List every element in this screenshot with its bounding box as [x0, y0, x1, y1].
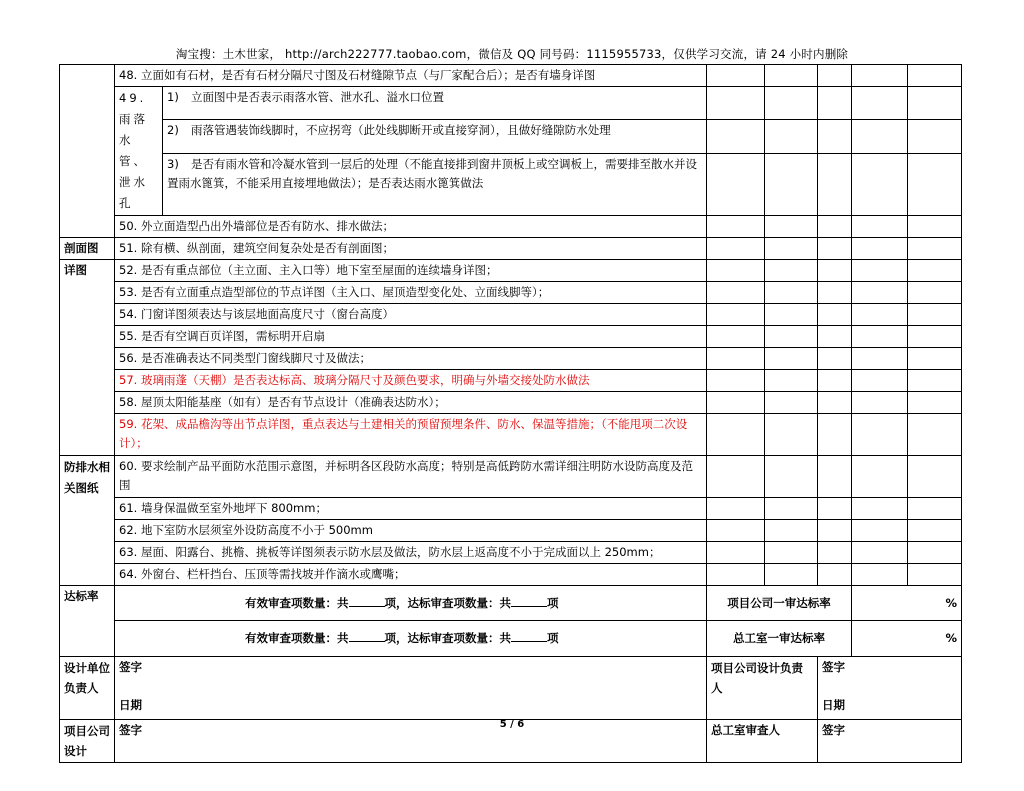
category-rate: 达标率	[60, 586, 115, 657]
check-cell[interactable]	[707, 304, 765, 326]
check-cell[interactable]	[818, 153, 852, 215]
checklist-item-49-1: 1) 立面图中是否表示雨落水管、泄水孔、溢水口位置	[163, 87, 707, 120]
table-row	[60, 238, 962, 260]
check-cell[interactable]	[908, 326, 962, 348]
table-row	[60, 542, 962, 564]
check-cell[interactable]	[818, 326, 852, 348]
check-cell[interactable]	[852, 414, 908, 456]
checklist-item-49-label: 49. 雨落水管、泄水孔	[115, 87, 163, 216]
check-cell[interactable]	[908, 370, 962, 392]
date-label: 日期	[119, 698, 142, 712]
table-row	[60, 282, 962, 304]
checklist-item-63: 63. 屋面、阳露台、挑檐、挑板等详图须表示防水层及做法，防水层上返高度不小于完成面以上 250mm；	[115, 542, 707, 564]
check-cell[interactable]	[852, 392, 908, 414]
sign-label: 签字	[822, 723, 846, 737]
check-cell[interactable]	[852, 153, 908, 215]
check-cell[interactable]	[707, 370, 765, 392]
check-cell[interactable]	[908, 542, 962, 564]
count-blank[interactable]	[349, 630, 385, 642]
check-cell[interactable]	[852, 216, 908, 238]
category-section: 剖面图	[60, 238, 115, 260]
check-cell[interactable]	[818, 282, 852, 304]
checklist-item-53: 53. 是否有立面重点造型部位的节点详图（主入口、屋顶造型变化处、立面线脚等）；	[115, 282, 707, 304]
table-row	[60, 348, 962, 370]
checklist-item-58: 58. 屋顶太阳能基座（如有）是否有节点设计（准确表达防水）；	[115, 392, 707, 414]
check-cell[interactable]	[707, 238, 765, 260]
project-design-head-label: 项目公司设计负责人	[707, 657, 818, 720]
document-header: 淘宝搜：土木世家， http://arch222777.taobao.com，微信及 QQ 同号码：1115955733，仅供学习交流，请 24 小时内删除	[175, 47, 849, 61]
check-cell[interactable]	[852, 520, 908, 542]
check-cell[interactable]	[765, 456, 818, 498]
category-detail: 详图	[60, 260, 115, 456]
rate-count-row-2: 有效审查项数量：共 项，达标审查项数量：共 项	[115, 621, 707, 657]
check-cell[interactable]	[852, 564, 908, 586]
check-cell[interactable]	[908, 498, 962, 520]
check-cell[interactable]	[852, 542, 908, 564]
check-cell[interactable]	[818, 238, 852, 260]
count-blank[interactable]	[511, 595, 547, 607]
checklist-item-50: 50. 外立面造型凸出外墙部位是否有防水、排水做法；	[115, 216, 707, 238]
table-row	[60, 370, 962, 392]
table-row	[60, 564, 962, 586]
sign-label: 签字	[119, 660, 142, 674]
page-number: 5 / 6	[499, 719, 525, 730]
check-cell[interactable]	[707, 153, 765, 215]
rate-count-row-1: 有效审查项数量：共 项，达标审查项数量：共 项	[115, 586, 707, 621]
check-cell[interactable]	[818, 87, 852, 120]
check-cell[interactable]	[707, 542, 765, 564]
check-cell[interactable]	[852, 498, 908, 520]
check-cell[interactable]	[818, 370, 852, 392]
check-cell[interactable]	[818, 392, 852, 414]
check-cell[interactable]	[818, 456, 852, 498]
check-cell[interactable]	[765, 153, 818, 215]
review-checklist-table	[59, 64, 962, 763]
check-cell[interactable]	[765, 326, 818, 348]
check-cell[interactable]	[852, 65, 908, 87]
check-cell[interactable]	[852, 456, 908, 498]
table-row	[60, 65, 962, 87]
chief-reviewer-label: 总工室审查人	[707, 720, 818, 763]
check-cell[interactable]	[908, 520, 962, 542]
check-cell[interactable]	[818, 304, 852, 326]
date-label: 日期	[822, 698, 846, 712]
check-cell[interactable]	[852, 120, 908, 153]
check-cell[interactable]	[707, 120, 765, 153]
checklist-item-60: 60. 要求绘制产品平面防水范围示意图，并标明各区段防水高度；特别是高低跨防水需详细注明防水设防高度及范围	[115, 456, 707, 498]
check-cell[interactable]	[908, 456, 962, 498]
check-cell[interactable]	[707, 348, 765, 370]
check-cell[interactable]	[852, 326, 908, 348]
sign-label: 签字	[119, 723, 142, 737]
check-cell[interactable]	[818, 216, 852, 238]
check-cell[interactable]	[765, 87, 818, 120]
table-row	[60, 520, 962, 542]
check-cell[interactable]	[818, 564, 852, 586]
check-cell[interactable]	[908, 564, 962, 586]
check-cell[interactable]	[765, 370, 818, 392]
check-cell[interactable]	[852, 282, 908, 304]
designer-sign-cell[interactable]	[115, 657, 707, 720]
rate-label-2: 总工室一审达标率	[707, 621, 852, 657]
project-design-label: 项目公司设计	[60, 720, 115, 763]
check-cell[interactable]	[707, 326, 765, 348]
table-row	[60, 260, 962, 282]
checklist-item-57: 57. 玻璃雨蓬（天棚）是否表达标高、玻璃分隔尺寸及颜色要求，明确与外墙交接处防水做法	[115, 370, 707, 392]
check-cell[interactable]	[818, 542, 852, 564]
table-row	[60, 153, 962, 215]
table-row	[60, 216, 962, 238]
rate-percent-1[interactable]: %	[852, 586, 962, 621]
check-cell[interactable]	[852, 348, 908, 370]
check-cell[interactable]	[908, 392, 962, 414]
table-row	[60, 498, 962, 520]
checklist-item-56: 56. 是否准确表达不同类型门窗线脚尺寸及做法；	[115, 348, 707, 370]
check-cell[interactable]	[852, 260, 908, 282]
check-cell[interactable]	[908, 238, 962, 260]
check-cell[interactable]	[908, 260, 962, 282]
table-row	[60, 621, 962, 657]
check-cell[interactable]	[765, 542, 818, 564]
check-cell[interactable]	[765, 348, 818, 370]
checklist-item-64: 64. 外窗台、栏杆挡台、压顶等需找坡并作滴水或鹰嘴；	[115, 564, 707, 586]
checklist-item-51: 51. 除有横、纵剖面，建筑空间复杂处是否有剖面图；	[115, 238, 707, 260]
table-row	[60, 392, 962, 414]
check-cell[interactable]	[765, 216, 818, 238]
check-cell[interactable]	[707, 414, 765, 456]
check-cell[interactable]	[707, 260, 765, 282]
check-cell[interactable]	[908, 153, 962, 215]
check-cell[interactable]	[765, 564, 818, 586]
check-cell[interactable]	[707, 216, 765, 238]
table-row	[60, 657, 962, 720]
check-cell[interactable]	[818, 498, 852, 520]
check-cell[interactable]	[908, 216, 962, 238]
checklist-item-48: 48. 立面如有石材，是否有石材分隔尺寸图及石材缝隙节点（与厂家配合后）；是否有墙身详图	[115, 65, 707, 87]
check-cell[interactable]	[707, 87, 765, 120]
sign-label: 签字	[822, 660, 846, 674]
check-cell[interactable]	[908, 414, 962, 456]
check-cell[interactable]	[908, 282, 962, 304]
check-cell[interactable]	[707, 564, 765, 586]
table-row	[60, 87, 962, 120]
check-cell[interactable]	[852, 304, 908, 326]
checklist-item-55: 55. 是否有空调百页详图，需标明开启扇	[115, 326, 707, 348]
check-cell[interactable]	[818, 65, 852, 87]
checklist-item-49-2: 2) 雨落管遇装饰线脚时，不应拐弯（此处线脚断开或直接穿洞），且做好缝隙防水处理	[163, 120, 707, 153]
table-row	[60, 326, 962, 348]
check-cell[interactable]	[765, 238, 818, 260]
check-cell[interactable]	[765, 498, 818, 520]
checklist-item-49-3: 3) 是否有雨水管和冷凝水管到一层后的处理（不能直接排到窗井顶板上或空调板上，需要排至散水并设置雨水篦箕，不能采用直接埋地做法）；是否表达雨水篦箕做法	[163, 153, 707, 215]
check-cell[interactable]	[765, 392, 818, 414]
check-cell[interactable]	[852, 370, 908, 392]
check-cell[interactable]	[707, 498, 765, 520]
check-cell[interactable]	[818, 260, 852, 282]
check-cell[interactable]	[765, 520, 818, 542]
check-cell[interactable]	[707, 520, 765, 542]
table-row	[60, 456, 962, 498]
checklist-item-59: 59. 花架、成品檐沟等出节点详图，重点表达与土建相关的预留预埋条件、防水、保温等措施；（不能甩项二次设计）；	[115, 414, 707, 456]
table-row	[60, 586, 962, 621]
checklist-item-52: 52. 是否有重点部位（主立面、主入口等）地下室至屋面的连续墙身详图；	[115, 260, 707, 282]
table-row	[60, 304, 962, 326]
check-cell[interactable]	[908, 120, 962, 153]
check-cell[interactable]	[765, 260, 818, 282]
checklist-item-61: 61. 墙身保温做至室外地坪下 800mm；	[115, 498, 707, 520]
rate-percent-2[interactable]: %	[852, 621, 962, 657]
table-row	[60, 414, 962, 456]
check-cell[interactable]	[765, 120, 818, 153]
check-cell[interactable]	[818, 120, 852, 153]
check-cell[interactable]	[707, 65, 765, 87]
check-cell[interactable]	[707, 392, 765, 414]
category-waterproof: 防排水相关图纸	[60, 456, 115, 586]
check-cell[interactable]	[765, 414, 818, 456]
count-blank[interactable]	[511, 630, 547, 642]
checklist-item-62: 62. 地下室防水层须室外设防高度不小于 500mm	[115, 520, 707, 542]
check-cell[interactable]	[908, 348, 962, 370]
check-cell[interactable]	[818, 348, 852, 370]
project-sign-cell[interactable]	[818, 657, 962, 720]
check-cell[interactable]	[908, 65, 962, 87]
table-row	[60, 120, 962, 153]
check-cell[interactable]	[852, 87, 908, 120]
check-cell[interactable]	[707, 282, 765, 304]
check-cell[interactable]	[707, 456, 765, 498]
check-cell[interactable]	[908, 304, 962, 326]
category-cell	[60, 65, 115, 238]
check-cell[interactable]	[765, 65, 818, 87]
count-blank[interactable]	[349, 595, 385, 607]
check-cell[interactable]	[818, 414, 852, 456]
check-cell[interactable]	[765, 282, 818, 304]
check-cell[interactable]	[765, 304, 818, 326]
rate-label-1: 项目公司一审达标率	[707, 586, 852, 621]
check-cell[interactable]	[818, 520, 852, 542]
check-cell[interactable]	[852, 238, 908, 260]
check-cell[interactable]	[908, 87, 962, 120]
checklist-item-54: 54. 门窗详图须表达与该层地面高度尺寸（窗台高度）	[115, 304, 707, 326]
designer-head-label: 设计单位负责人	[60, 657, 115, 720]
